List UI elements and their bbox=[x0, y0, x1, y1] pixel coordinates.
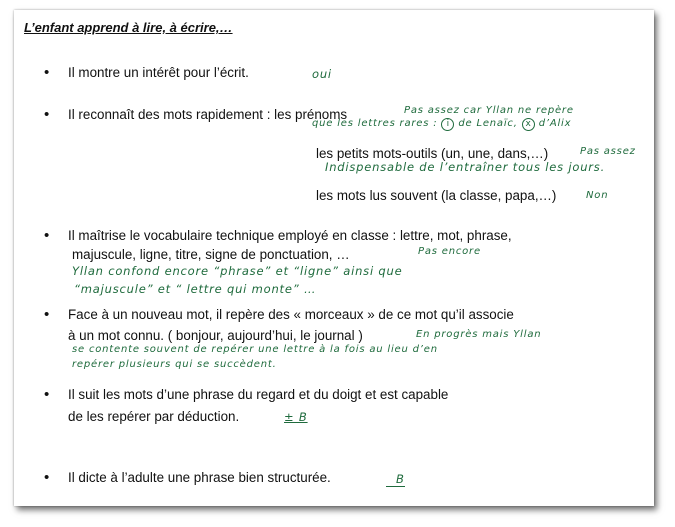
item-3-note-1: Pas encore bbox=[418, 246, 481, 257]
item-6-note: B bbox=[386, 472, 405, 487]
item-2-note-2-text: que les lettres rares : bbox=[312, 118, 438, 129]
item-3-line-2: majuscule, ligne, titre, signe de ponctuation, … bbox=[72, 247, 350, 262]
section-title: L’enfant apprend à lire, à écrire,… bbox=[24, 20, 233, 35]
bullet-2: • bbox=[44, 106, 50, 123]
item-4-line-2: à un mot connu. ( bonjour, aujourd’hui, le journal ) bbox=[68, 328, 363, 343]
item-1-line-1: Il montre un intérêt pour l’écrit. bbox=[68, 65, 249, 80]
item-2-note-2-name-b: d’Alix bbox=[538, 118, 572, 129]
bullet-1: • bbox=[44, 64, 50, 81]
item-2-note-5: Non bbox=[586, 190, 609, 201]
item-2-line-3: les mots lus souvent (la classe, papa,…) bbox=[316, 188, 557, 203]
item-2-line-2: les petits mots-outils (un, une, dans,…) bbox=[316, 146, 549, 161]
circled-i: i bbox=[441, 118, 454, 131]
item-2-line-1: Il reconnaît des mots rapidement : les prénoms bbox=[68, 107, 348, 122]
item-3-note-3: “majuscule” et “ lettre qui monte” … bbox=[74, 282, 317, 296]
item-4-note-1: En progrès mais Yllan bbox=[416, 329, 542, 340]
bullet-6: • bbox=[44, 469, 50, 486]
item-2-note-4: Indispensable de l’entraîner tous les jours. bbox=[325, 160, 606, 174]
item-2-note-1: Pas assez car Yllan ne repère bbox=[404, 105, 574, 116]
item-2-note-2 bbox=[312, 118, 571, 131]
bullet-4: • bbox=[44, 306, 50, 323]
item-3-line-1: Il maîtrise le vocabulaire technique employé en classe : lettre, mot, phrase, bbox=[68, 228, 512, 243]
item-1-note: oui bbox=[312, 67, 332, 81]
item-4-note-2: se contente souvent de repérer une lettre à la fois au lieu d’en bbox=[72, 344, 438, 355]
circled-x: x bbox=[522, 118, 535, 131]
item-5-line-2: de les repérer par déduction. bbox=[68, 409, 240, 424]
item-4-line-1: Face à un nouveau mot, il repère des « morceaux » de ce mot qu’il associe bbox=[68, 307, 514, 322]
bullet-5: • bbox=[44, 386, 50, 403]
bullet-3: • bbox=[44, 227, 50, 244]
item-3-note-2: Yllan confond encore “phrase” et “ligne” ainsi que bbox=[72, 264, 403, 278]
document-page bbox=[14, 10, 654, 506]
item-2-note-2-name-a: de Lenaïc, bbox=[458, 118, 518, 129]
item-6-line-1: Il dicte à l’adulte une phrase bien structurée. bbox=[68, 470, 331, 485]
item-2-note-3: Pas assez bbox=[580, 146, 636, 157]
item-5-line-1: Il suit les mots d’une phrase du regard et du doigt et est capable bbox=[68, 387, 449, 402]
item-5-note: ± B bbox=[284, 410, 308, 424]
item-4-note-3: repérer plusieurs qui se succèdent. bbox=[72, 359, 277, 370]
